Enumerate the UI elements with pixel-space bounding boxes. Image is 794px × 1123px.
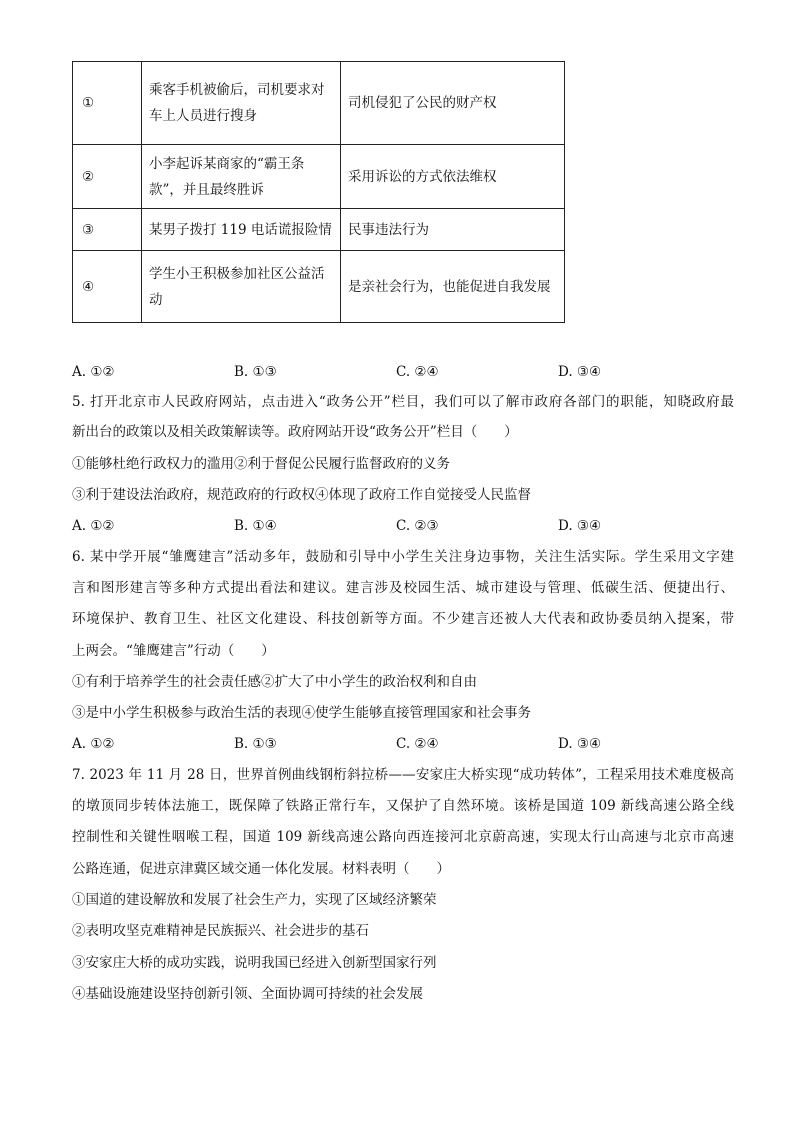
option-b[interactable]: B. ①④ xyxy=(234,518,277,534)
event-cell: 小李起诉某商家的“霸王条款”，并且最终胜诉 xyxy=(142,145,341,209)
option-c[interactable]: C. ②④ xyxy=(396,364,439,380)
q5-stem-line: 新出台的政策以及相关政策解读等。政府网站开设“政务公开”栏目（ ） xyxy=(72,424,518,440)
q6-statement: ①有利于培养学生的社会责任感②扩大了中小学生的政治权利和自由 xyxy=(72,674,477,690)
q6-options xyxy=(72,733,632,755)
event-cell: 乘客手机被偷后，司机要求对车上人员进行搜身 xyxy=(142,62,341,145)
row-number: ③ xyxy=(73,209,142,251)
option-b[interactable]: B. ①③ xyxy=(234,736,277,752)
q7-stem-line: 的墩顶同步转体法施工，既保障了铁路正常行车，又保护了自然环境。该桥是国道 109 新线高速公路全线 xyxy=(72,798,734,814)
table-row xyxy=(73,251,565,323)
q5-statement: ①能够杜绝行政权力的滥用②利于督促公民履行监督政府的义务 xyxy=(72,456,450,472)
option-a[interactable]: A. ①② xyxy=(72,518,115,534)
q5-stem-line: 5. 打开北京市人民政府网站，点击进入“政务公开”栏目，我们可以了解市政府各部门的职能，知晓政府最 xyxy=(72,394,734,410)
q7-statement: ①国道的建设解放和发展了社会生产力，实现了区域经济繁荣 xyxy=(72,892,437,908)
q6-stem-line: 6. 某中学开展“雏鹰建言”活动多年，鼓励和引导中小学生关注身边事物，关注生活实际。学生采用文字建 xyxy=(72,549,734,565)
q6-stem-line: 言和图形建言等多种方式提出看法和建议。建言涉及校园生活、城市建设与管理、低碳生活、便捷出行、 xyxy=(72,580,734,596)
row-number: ④ xyxy=(73,251,142,323)
judgement-cell: 司机侵犯了公民的财产权 xyxy=(341,62,565,145)
judgement-cell: 民事违法行为 xyxy=(341,209,565,251)
table-row xyxy=(73,62,565,145)
q7-stem-line: 7. 2023 年 11 月 28 日，世界首例曲线钢桁斜拉桥——安家庄大桥实现“成功转体”，工程采用技术难度极高 xyxy=(72,767,734,783)
q7-statement: ④基础设施建设坚持创新引领、全面协调可持续的社会发展 xyxy=(72,986,423,1002)
option-d[interactable]: D. ③④ xyxy=(558,364,602,380)
q6-stem-line: 上两会。“雏鹰建言”行动（ ） xyxy=(72,643,275,659)
q4-options xyxy=(72,361,632,383)
judgement-cell: 是亲社会行为，也能促进自我发展 xyxy=(341,251,565,323)
option-d[interactable]: D. ③④ xyxy=(558,518,602,534)
option-c[interactable]: C. ②④ xyxy=(396,736,439,752)
table-row xyxy=(73,209,565,251)
option-a[interactable]: A. ①② xyxy=(72,364,115,380)
q7-statement: ②表明攻坚克难精神是民族振兴、社会进步的基石 xyxy=(72,923,369,939)
row-number: ② xyxy=(73,145,142,209)
q5-options xyxy=(72,515,632,537)
judgement-cell: 采用诉讼的方式依法维权 xyxy=(341,145,565,209)
q6-statement: ③是中小学生积极参与政治生活的表现④使学生能够直接管理国家和社会事务 xyxy=(72,705,531,721)
option-b[interactable]: B. ①③ xyxy=(234,364,277,380)
event-cell: 某男子拨打 119 电话谎报险情 xyxy=(142,209,341,251)
event-cell: 学生小王积极参加社区公益活动 xyxy=(142,251,341,323)
q7-stem-line: 公路连通，促进京津冀区域交通一体化发展。材料表明（ ） xyxy=(72,861,450,877)
option-a[interactable]: A. ①② xyxy=(72,736,115,752)
q6-stem-line: 环境保护、教育卫生、社区文化建设、科技创新等方面。不少建言还被人大代表和政协委员纳入提案，带 xyxy=(72,611,734,627)
q7-statement: ③安家庄大桥的成功实践，说明我国已经进入创新型国家行列 xyxy=(72,955,437,971)
table-row xyxy=(73,145,565,209)
option-d[interactable]: D. ③④ xyxy=(558,736,602,752)
option-c[interactable]: C. ②③ xyxy=(396,518,439,534)
q5-statement: ③利于建设法治政府，规范政府的行政权④体现了政府工作自觉接受人民监督 xyxy=(72,487,531,503)
row-number: ① xyxy=(73,62,142,145)
q7-stem-line: 控制性和关键性咽喉工程，国道 109 新线高速公路向西连接河北京蔚高速，实现太行山高速与北京市高速 xyxy=(72,829,734,845)
case-table xyxy=(72,61,565,323)
